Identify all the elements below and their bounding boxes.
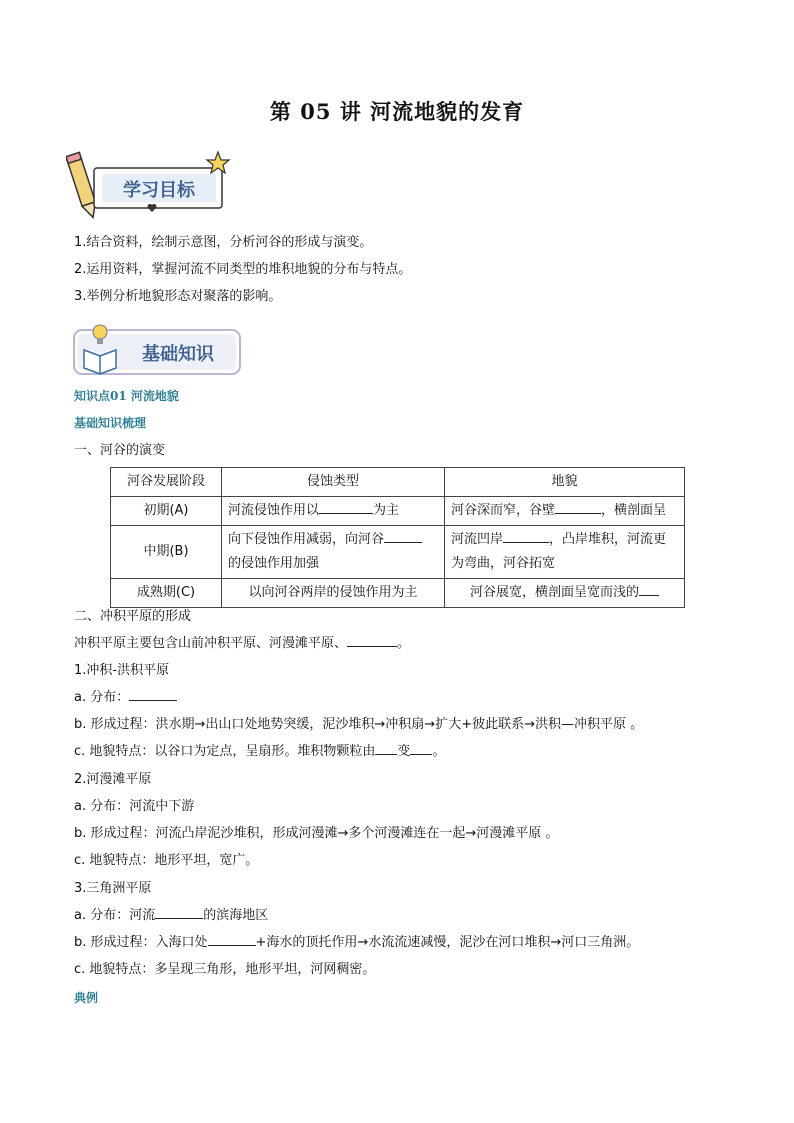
plain-2-title: 2.河漫滩平原 (74, 772, 152, 787)
blank-line (639, 583, 659, 596)
learning-goals-banner (66, 146, 236, 222)
stage-cell: 初期(A) (111, 497, 222, 526)
section-2-intro: 冲积平原主要包含山前冲积平原、河漫滩平原、 。 (74, 636, 411, 651)
stage-cell: 中期(B) (111, 526, 222, 579)
plain-2-features: c. 地貌特点：地形平坦，宽广。 (74, 853, 259, 868)
erosion-cell: 向下侵蚀作用减弱，向河谷 的侵蚀作用加强 (222, 526, 445, 579)
plain-1-process: b. 形成过程：洪水期→出山口处地势突缓，泥沙堆积→冲积扇→扩大+彼此联系→洪积—冲积平原 。 (74, 717, 644, 732)
table-header-cell: 河谷发展阶段 (111, 468, 222, 497)
landform-cell: 河谷深而窄，谷壁 ，横剖面呈 (445, 497, 685, 526)
plain-3-process: b. 形成过程：入海口处 +海水的顶托作用→水流流速减慢，泥沙在河口堆积→河口三角洲。 (74, 935, 640, 950)
knowledge-subtitle: 基础知识梳理 (74, 416, 147, 430)
blank-line (319, 501, 373, 514)
erosion-cell: 河流侵蚀作用以 为主 (222, 497, 445, 526)
plain-2-process: b. 形成过程：河流凸岸泥沙堆积，形成河漫滩→多个河漫滩连在一起→河漫滩平原 。 (74, 826, 559, 841)
basic-knowledge-banner (72, 322, 244, 380)
stage-cell: 成熟期(C) (111, 579, 222, 608)
basic-knowledge-label: 基础知识 (142, 344, 214, 364)
table-row (111, 579, 685, 608)
blank-line (503, 530, 549, 543)
plain-1-features: c. 地貌特点：以谷口为定点，呈扇形。堆积物颗粒由 变 。 (74, 744, 446, 759)
table-row (111, 497, 685, 526)
blank-line (208, 933, 256, 946)
section-1-heading: 一、河谷的演变 (74, 443, 166, 458)
goal-3: 3.举例分析地貌形态对聚落的影响。 (74, 289, 282, 304)
heart-icon (148, 204, 157, 212)
valley-evolution-table (110, 467, 685, 608)
blank-line (155, 906, 203, 919)
goal-1: 1.结合资料，绘制示意图，分析河谷的形成与演变。 (74, 235, 373, 250)
learning-goals-label: 学习目标 (123, 180, 195, 200)
table-header-cell: 侵蚀类型 (222, 468, 445, 497)
page-title: 第 05 讲 河流地貌的发育 (269, 99, 525, 124)
blank-line (384, 530, 422, 543)
blank-line (555, 501, 601, 514)
plain-3-title: 3.三角洲平原 (74, 881, 152, 896)
erosion-cell: 以向河谷两岸的侵蚀作用为主 (222, 579, 445, 608)
knowledge-point-title: 知识点01 河流地貌 (74, 389, 179, 403)
blank-line (129, 688, 177, 701)
plain-2-distribution: a. 分布：河流中下游 (74, 799, 195, 814)
table-header-row (111, 468, 685, 497)
blank-line (347, 634, 397, 647)
table-header-cell: 地貌 (445, 468, 685, 497)
example-heading: 典例 (74, 991, 99, 1005)
goal-2: 2.运用资料，掌握河流不同类型的堆积地貌的分布与特点。 (74, 262, 412, 277)
plain-3-features: c. 地貌特点：多呈现三角形，地形平坦，河网稠密。 (74, 962, 376, 977)
plain-3-distribution: a. 分布：河流 的滨海地区 (74, 908, 269, 923)
plain-1-distribution: a. 分布： (74, 688, 177, 708)
blank-line (410, 742, 432, 755)
plain-1-title: 1.冲积-洪积平原 (74, 663, 170, 678)
blank-line (375, 742, 397, 755)
section-2-heading: 二、冲积平原的形成 (74, 609, 192, 624)
landform-cell: 河谷展宽，横剖面呈宽而浅的 (445, 579, 685, 608)
table-row (111, 526, 685, 579)
landform-cell: 河流凹岸 ，凸岸堆积，河流更 为弯曲，河谷拓宽 (445, 526, 685, 579)
